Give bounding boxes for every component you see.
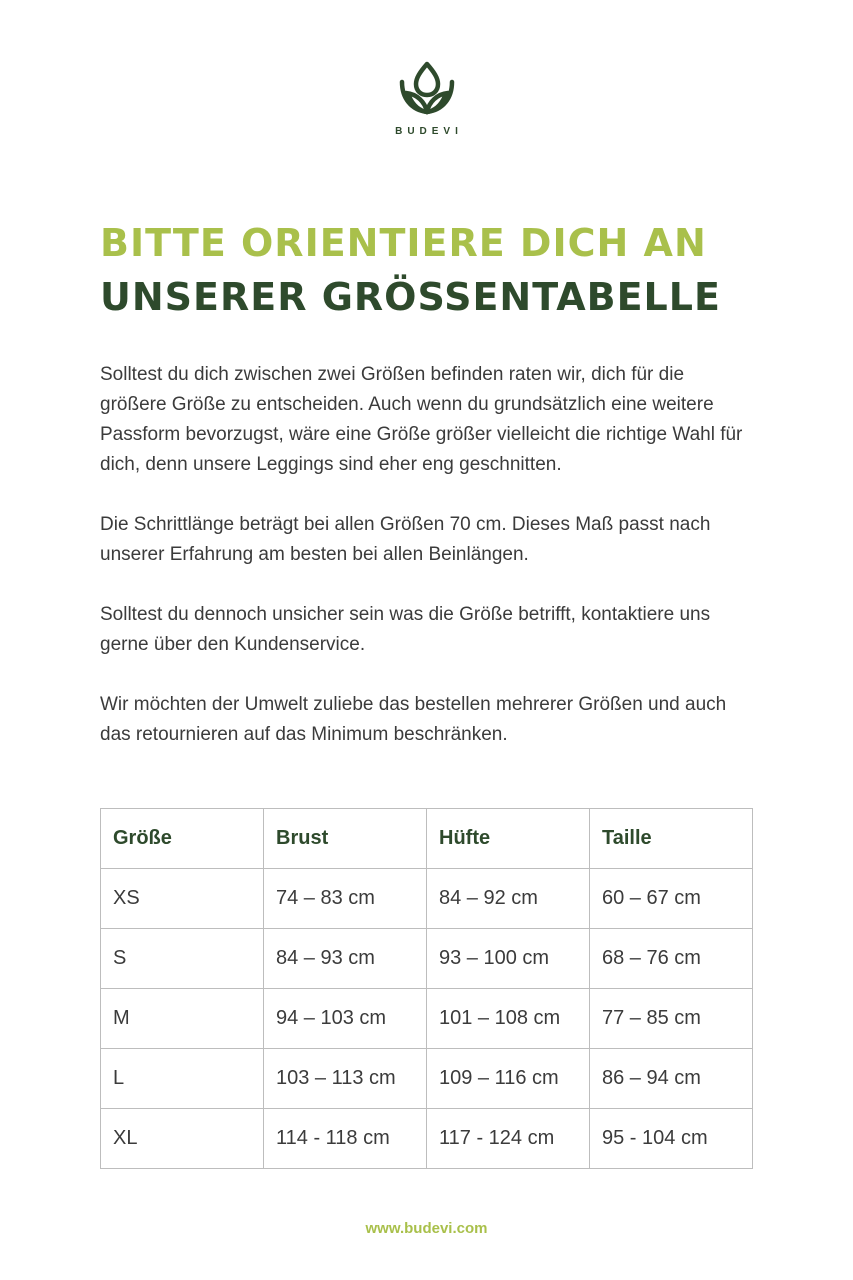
table-cell: XS — [101, 869, 264, 929]
table-cell: 114 - 118 cm — [264, 1109, 427, 1169]
column-header-size: Größe — [101, 809, 264, 869]
table-cell: 84 – 92 cm — [427, 869, 590, 929]
page-title — [100, 216, 800, 324]
table-cell: 86 – 94 cm — [590, 1049, 753, 1109]
title-line-1: BITTE ORIENTIERE DICH AN — [100, 221, 707, 265]
paragraph-inseam: Die Schrittlänge beträgt bei allen Größen 70 cm. Dieses Maß passt nach unserer Erfahrung am besten bei allen Beinlängen. — [100, 514, 711, 565]
table-cell: 103 – 113 cm — [264, 1049, 427, 1109]
table-row — [101, 869, 753, 929]
column-header-hip: Hüfte — [427, 809, 590, 869]
table-cell: S — [101, 929, 264, 989]
brand-logo — [0, 60, 853, 137]
paragraph-customer-service: Solltest du dennoch unsicher sein was die Größe betrifft, kontaktiere uns gerne über den Kundenservice. — [100, 604, 711, 655]
table-cell: 84 – 93 cm — [264, 929, 427, 989]
table-cell: 68 – 76 cm — [590, 929, 753, 989]
table-row — [101, 929, 753, 989]
table-cell: 95 - 104 cm — [590, 1109, 753, 1169]
column-header-chest: Brust — [264, 809, 427, 869]
brand-name: BUDEVI — [395, 126, 463, 137]
table-cell: 93 – 100 cm — [427, 929, 590, 989]
title-line-2: UNSERER GRÖSSENTABELLE — [100, 275, 721, 319]
table-cell: 109 – 116 cm — [427, 1049, 590, 1109]
table-cell: XL — [101, 1109, 264, 1169]
table-row — [101, 989, 753, 1049]
table-cell: 117 - 124 cm — [427, 1109, 590, 1169]
size-chart-table — [100, 808, 753, 1169]
lotus-icon — [399, 60, 455, 118]
table-header-row — [101, 809, 753, 869]
table-cell: M — [101, 989, 264, 1049]
table-cell: 60 – 67 cm — [590, 869, 753, 929]
table-cell: 77 – 85 cm — [590, 989, 753, 1049]
table-cell: 101 – 108 cm — [427, 989, 590, 1049]
table-cell: L — [101, 1049, 264, 1109]
website-link[interactable]: www.budevi.com — [365, 1220, 488, 1237]
paragraph-environment: Wir möchten der Umwelt zuliebe das bestellen mehrerer Größen und auch das retournieren auf das Minimum beschränken. — [100, 694, 727, 745]
table-cell: 74 – 83 cm — [264, 869, 427, 929]
table-cell: 94 – 103 cm — [264, 989, 427, 1049]
table-row — [101, 1109, 753, 1169]
column-header-waist: Taille — [590, 809, 753, 869]
paragraph-size-advice: Solltest du dich zwischen zwei Größen befinden raten wir, dich für die größere Größe zu entscheiden. Auch wenn du grundsätzlich eine weitere Passform bevorzugst, wäre eine Größe größer vielleicht die richtige Wahl für dich, denn unsere Leggings sind eher eng geschnitten. — [100, 364, 743, 475]
table-row — [101, 1049, 753, 1109]
intro-text — [100, 360, 750, 780]
